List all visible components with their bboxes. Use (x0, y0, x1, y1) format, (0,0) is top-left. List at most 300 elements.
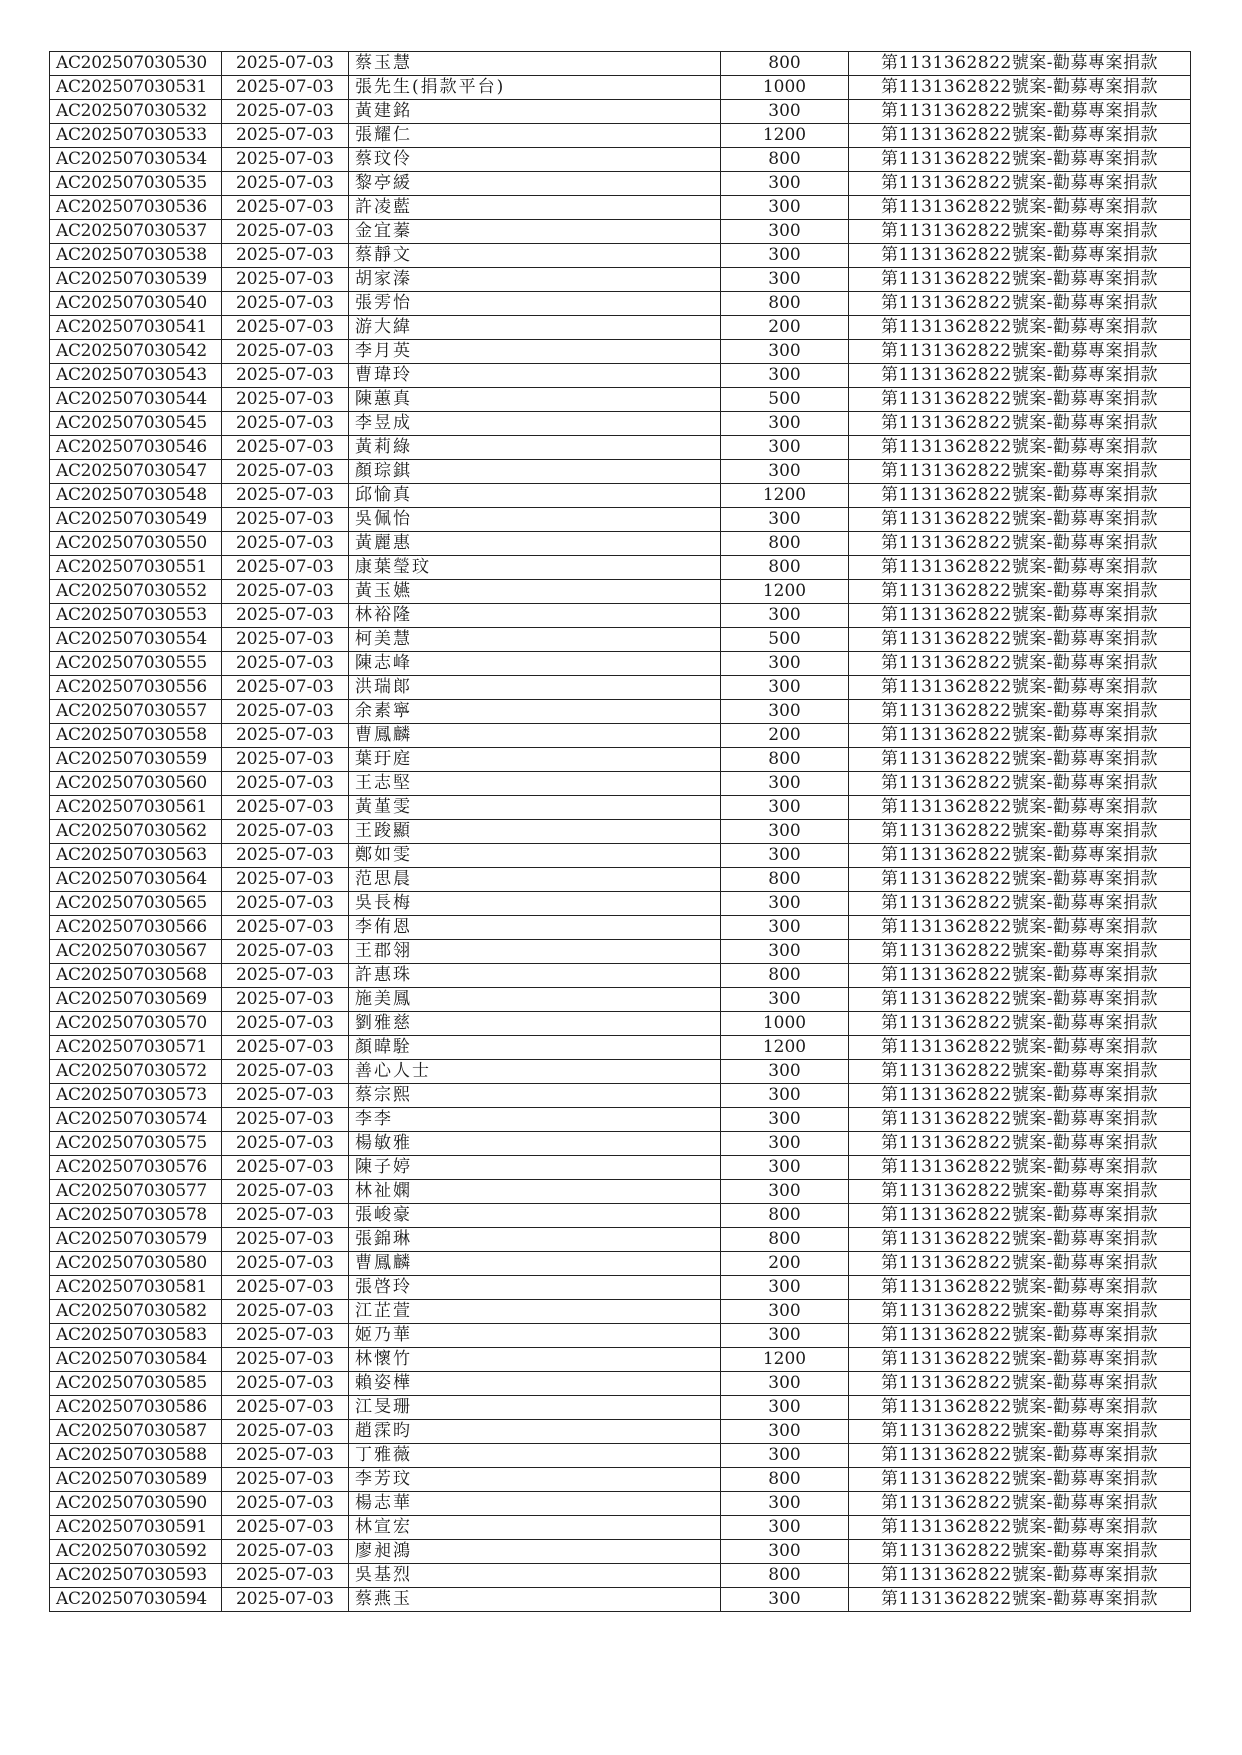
receipt-id-cell: AC202507030557 (50, 700, 222, 724)
table-row (50, 1012, 1191, 1036)
receipt-id-cell: AC202507030550 (50, 532, 222, 556)
note-cell: 第1131362822號案-勸募專案捐款 (849, 124, 1191, 148)
note-cell: 第1131362822號案-勸募專案捐款 (849, 652, 1191, 676)
note-cell: 第1131362822號案-勸募專案捐款 (849, 1444, 1191, 1468)
table-row (50, 892, 1191, 916)
table-row (50, 1252, 1191, 1276)
date-cell: 2025-07-03 (222, 1324, 349, 1348)
note-cell: 第1131362822號案-勸募專案捐款 (849, 196, 1191, 220)
donor-name-cell: 施美鳳 (349, 988, 721, 1012)
date-cell: 2025-07-03 (222, 124, 349, 148)
amount-cell: 300 (721, 268, 849, 292)
table-row (50, 124, 1191, 148)
date-cell: 2025-07-03 (222, 52, 349, 76)
donor-name-cell: 洪瑞郞 (349, 676, 721, 700)
note-cell: 第1131362822號案-勸募專案捐款 (849, 1396, 1191, 1420)
note-cell: 第1131362822號案-勸募專案捐款 (849, 844, 1191, 868)
amount-cell: 300 (721, 676, 849, 700)
donor-name-cell: 金宜蓁 (349, 220, 721, 244)
date-cell: 2025-07-03 (222, 100, 349, 124)
amount-cell: 800 (721, 1468, 849, 1492)
table-row (50, 1540, 1191, 1564)
donor-name-cell: 蔡燕玉 (349, 1588, 721, 1612)
table-row (50, 412, 1191, 436)
amount-cell: 300 (721, 364, 849, 388)
amount-cell: 1200 (721, 484, 849, 508)
note-cell: 第1131362822號案-勸募專案捐款 (849, 628, 1191, 652)
date-cell: 2025-07-03 (222, 1372, 349, 1396)
table-row (50, 556, 1191, 580)
date-cell: 2025-07-03 (222, 964, 349, 988)
donor-name-cell: 黎亭緩 (349, 172, 721, 196)
table-row (50, 76, 1191, 100)
ledger-body (50, 52, 1191, 1612)
date-cell: 2025-07-03 (222, 436, 349, 460)
table-row (50, 724, 1191, 748)
receipt-id-cell: AC202507030576 (50, 1156, 222, 1180)
date-cell: 2025-07-03 (222, 748, 349, 772)
date-cell: 2025-07-03 (222, 1228, 349, 1252)
date-cell: 2025-07-03 (222, 1108, 349, 1132)
date-cell: 2025-07-03 (222, 580, 349, 604)
note-cell: 第1131362822號案-勸募專案捐款 (849, 892, 1191, 916)
note-cell: 第1131362822號案-勸募專案捐款 (849, 1132, 1191, 1156)
amount-cell: 300 (721, 1180, 849, 1204)
note-cell: 第1131362822號案-勸募專案捐款 (849, 796, 1191, 820)
donor-name-cell: 吳佩怡 (349, 508, 721, 532)
note-cell: 第1131362822號案-勸募專案捐款 (849, 412, 1191, 436)
date-cell: 2025-07-03 (222, 460, 349, 484)
amount-cell: 300 (721, 196, 849, 220)
note-cell: 第1131362822號案-勸募專案捐款 (849, 52, 1191, 76)
table-row (50, 652, 1191, 676)
table-row (50, 316, 1191, 340)
amount-cell: 800 (721, 1228, 849, 1252)
table-row (50, 244, 1191, 268)
donor-name-cell: 張錦琳 (349, 1228, 721, 1252)
date-cell: 2025-07-03 (222, 652, 349, 676)
note-cell: 第1131362822號案-勸募專案捐款 (849, 820, 1191, 844)
table-row (50, 196, 1191, 220)
date-cell: 2025-07-03 (222, 1588, 349, 1612)
table-row (50, 988, 1191, 1012)
receipt-id-cell: AC202507030573 (50, 1084, 222, 1108)
receipt-id-cell: AC202507030566 (50, 916, 222, 940)
table-row (50, 388, 1191, 412)
donor-name-cell: 蔡玉慧 (349, 52, 721, 76)
receipt-id-cell: AC202507030565 (50, 892, 222, 916)
amount-cell: 300 (721, 796, 849, 820)
receipt-id-cell: AC202507030539 (50, 268, 222, 292)
receipt-id-cell: AC202507030589 (50, 1468, 222, 1492)
table-row (50, 1444, 1191, 1468)
receipt-id-cell: AC202507030548 (50, 484, 222, 508)
amount-cell: 300 (721, 1156, 849, 1180)
donor-name-cell: 顏琮錤 (349, 460, 721, 484)
amount-cell: 300 (721, 1492, 849, 1516)
receipt-id-cell: AC202507030579 (50, 1228, 222, 1252)
date-cell: 2025-07-03 (222, 1180, 349, 1204)
donor-name-cell: 江旻珊 (349, 1396, 721, 1420)
amount-cell: 800 (721, 292, 849, 316)
table-row (50, 460, 1191, 484)
receipt-id-cell: AC202507030586 (50, 1396, 222, 1420)
amount-cell: 800 (721, 868, 849, 892)
receipt-id-cell: AC202507030563 (50, 844, 222, 868)
amount-cell: 800 (721, 748, 849, 772)
amount-cell: 200 (721, 1252, 849, 1276)
note-cell: 第1131362822號案-勸募專案捐款 (849, 484, 1191, 508)
receipt-id-cell: AC202507030562 (50, 820, 222, 844)
amount-cell: 1200 (721, 124, 849, 148)
table-row (50, 1324, 1191, 1348)
note-cell: 第1131362822號案-勸募專案捐款 (849, 1228, 1191, 1252)
date-cell: 2025-07-03 (222, 1444, 349, 1468)
donor-name-cell: 林宣宏 (349, 1516, 721, 1540)
note-cell: 第1131362822號案-勸募專案捐款 (849, 1516, 1191, 1540)
amount-cell: 300 (721, 460, 849, 484)
receipt-id-cell: AC202507030553 (50, 604, 222, 628)
amount-cell: 300 (721, 1444, 849, 1468)
date-cell: 2025-07-03 (222, 1252, 349, 1276)
date-cell: 2025-07-03 (222, 220, 349, 244)
amount-cell: 300 (721, 436, 849, 460)
date-cell: 2025-07-03 (222, 172, 349, 196)
receipt-id-cell: AC202507030590 (50, 1492, 222, 1516)
receipt-id-cell: AC202507030537 (50, 220, 222, 244)
receipt-id-cell: AC202507030549 (50, 508, 222, 532)
date-cell: 2025-07-03 (222, 364, 349, 388)
amount-cell: 300 (721, 220, 849, 244)
receipt-id-cell: AC202507030567 (50, 940, 222, 964)
note-cell: 第1131362822號案-勸募專案捐款 (849, 1084, 1191, 1108)
donor-name-cell: 邱愉真 (349, 484, 721, 508)
amount-cell: 800 (721, 1564, 849, 1588)
receipt-id-cell: AC202507030588 (50, 1444, 222, 1468)
date-cell: 2025-07-03 (222, 484, 349, 508)
receipt-id-cell: AC202507030561 (50, 796, 222, 820)
date-cell: 2025-07-03 (222, 1420, 349, 1444)
note-cell: 第1131362822號案-勸募專案捐款 (849, 436, 1191, 460)
amount-cell: 200 (721, 316, 849, 340)
donor-name-cell: 葉玗庭 (349, 748, 721, 772)
amount-cell: 300 (721, 940, 849, 964)
receipt-id-cell: AC202507030554 (50, 628, 222, 652)
donor-name-cell: 賴姿樺 (349, 1372, 721, 1396)
amount-cell: 500 (721, 388, 849, 412)
donor-name-cell: 廖昶鴻 (349, 1540, 721, 1564)
amount-cell: 300 (721, 412, 849, 436)
table-row (50, 340, 1191, 364)
table-row (50, 436, 1191, 460)
date-cell: 2025-07-03 (222, 772, 349, 796)
donor-name-cell: 曹鳳麟 (349, 724, 721, 748)
date-cell: 2025-07-03 (222, 1516, 349, 1540)
date-cell: 2025-07-03 (222, 556, 349, 580)
receipt-id-cell: AC202507030580 (50, 1252, 222, 1276)
receipt-id-cell: AC202507030582 (50, 1300, 222, 1324)
note-cell: 第1131362822號案-勸募專案捐款 (849, 316, 1191, 340)
donor-name-cell: 許惠珠 (349, 964, 721, 988)
amount-cell: 800 (721, 52, 849, 76)
amount-cell: 300 (721, 844, 849, 868)
amount-cell: 800 (721, 148, 849, 172)
donor-name-cell: 陳蕙真 (349, 388, 721, 412)
donor-name-cell: 林裕隆 (349, 604, 721, 628)
receipt-id-cell: AC202507030543 (50, 364, 222, 388)
amount-cell: 300 (721, 772, 849, 796)
donor-name-cell: 黃玉嬿 (349, 580, 721, 604)
table-row (50, 1492, 1191, 1516)
date-cell: 2025-07-03 (222, 1156, 349, 1180)
date-cell: 2025-07-03 (222, 700, 349, 724)
receipt-id-cell: AC202507030571 (50, 1036, 222, 1060)
donor-name-cell: 丁雅薇 (349, 1444, 721, 1468)
amount-cell: 300 (721, 988, 849, 1012)
receipt-id-cell: AC202507030585 (50, 1372, 222, 1396)
receipt-id-cell: AC202507030547 (50, 460, 222, 484)
date-cell: 2025-07-03 (222, 1132, 349, 1156)
table-row (50, 820, 1191, 844)
donor-name-cell: 胡家溱 (349, 268, 721, 292)
note-cell: 第1131362822號案-勸募專案捐款 (849, 1036, 1191, 1060)
date-cell: 2025-07-03 (222, 676, 349, 700)
donor-name-cell: 善心人士 (349, 1060, 721, 1084)
amount-cell: 1000 (721, 1012, 849, 1036)
receipt-id-cell: AC202507030572 (50, 1060, 222, 1084)
amount-cell: 300 (721, 1108, 849, 1132)
date-cell: 2025-07-03 (222, 148, 349, 172)
note-cell: 第1131362822號案-勸募專案捐款 (849, 1372, 1191, 1396)
date-cell: 2025-07-03 (222, 628, 349, 652)
donor-name-cell: 李侑恩 (349, 916, 721, 940)
donor-name-cell: 黃莉綠 (349, 436, 721, 460)
donor-name-cell: 張啓玲 (349, 1276, 721, 1300)
table-row (50, 1180, 1191, 1204)
table-row (50, 364, 1191, 388)
amount-cell: 300 (721, 604, 849, 628)
date-cell: 2025-07-03 (222, 1012, 349, 1036)
date-cell: 2025-07-03 (222, 1468, 349, 1492)
note-cell: 第1131362822號案-勸募專案捐款 (849, 1324, 1191, 1348)
amount-cell: 1200 (721, 1036, 849, 1060)
amount-cell: 300 (721, 1300, 849, 1324)
note-cell: 第1131362822號案-勸募專案捐款 (849, 1420, 1191, 1444)
donor-name-cell: 姬乃華 (349, 1324, 721, 1348)
date-cell: 2025-07-03 (222, 892, 349, 916)
donor-name-cell: 李李 (349, 1108, 721, 1132)
receipt-id-cell: AC202507030558 (50, 724, 222, 748)
donation-ledger-table (49, 51, 1191, 1612)
table-row (50, 1420, 1191, 1444)
donor-name-cell: 楊志華 (349, 1492, 721, 1516)
receipt-id-cell: AC202507030530 (50, 52, 222, 76)
date-cell: 2025-07-03 (222, 412, 349, 436)
date-cell: 2025-07-03 (222, 844, 349, 868)
table-row (50, 700, 1191, 724)
note-cell: 第1131362822號案-勸募專案捐款 (849, 460, 1191, 484)
note-cell: 第1131362822號案-勸募專案捐款 (849, 268, 1191, 292)
receipt-id-cell: AC202507030551 (50, 556, 222, 580)
amount-cell: 1200 (721, 580, 849, 604)
receipt-id-cell: AC202507030555 (50, 652, 222, 676)
donor-name-cell: 楊敏雅 (349, 1132, 721, 1156)
donor-name-cell: 劉雅慈 (349, 1012, 721, 1036)
date-cell: 2025-07-03 (222, 1204, 349, 1228)
amount-cell: 300 (721, 340, 849, 364)
table-row (50, 916, 1191, 940)
donor-name-cell: 陳子婷 (349, 1156, 721, 1180)
receipt-id-cell: AC202507030535 (50, 172, 222, 196)
date-cell: 2025-07-03 (222, 76, 349, 100)
amount-cell: 300 (721, 1588, 849, 1612)
note-cell: 第1131362822號案-勸募專案捐款 (849, 1108, 1191, 1132)
amount-cell: 300 (721, 652, 849, 676)
date-cell: 2025-07-03 (222, 916, 349, 940)
receipt-id-cell: AC202507030591 (50, 1516, 222, 1540)
note-cell: 第1131362822號案-勸募專案捐款 (849, 364, 1191, 388)
amount-cell: 300 (721, 916, 849, 940)
date-cell: 2025-07-03 (222, 268, 349, 292)
date-cell: 2025-07-03 (222, 1060, 349, 1084)
note-cell: 第1131362822號案-勸募專案捐款 (849, 556, 1191, 580)
amount-cell: 300 (721, 1396, 849, 1420)
table-row (50, 1516, 1191, 1540)
note-cell: 第1131362822號案-勸募專案捐款 (849, 868, 1191, 892)
receipt-id-cell: AC202507030575 (50, 1132, 222, 1156)
table-row (50, 1036, 1191, 1060)
receipt-id-cell: AC202507030578 (50, 1204, 222, 1228)
receipt-id-cell: AC202507030540 (50, 292, 222, 316)
table-row (50, 964, 1191, 988)
receipt-id-cell: AC202507030577 (50, 1180, 222, 1204)
note-cell: 第1131362822號案-勸募專案捐款 (849, 1156, 1191, 1180)
date-cell: 2025-07-03 (222, 1540, 349, 1564)
receipt-id-cell: AC202507030544 (50, 388, 222, 412)
receipt-id-cell: AC202507030574 (50, 1108, 222, 1132)
date-cell: 2025-07-03 (222, 196, 349, 220)
table-row (50, 52, 1191, 76)
donor-name-cell: 林祉嫻 (349, 1180, 721, 1204)
date-cell: 2025-07-03 (222, 1300, 349, 1324)
receipt-id-cell: AC202507030532 (50, 100, 222, 124)
table-row (50, 1276, 1191, 1300)
date-cell: 2025-07-03 (222, 244, 349, 268)
table-row (50, 484, 1191, 508)
amount-cell: 300 (721, 1084, 849, 1108)
receipt-id-cell: AC202507030581 (50, 1276, 222, 1300)
note-cell: 第1131362822號案-勸募專案捐款 (849, 988, 1191, 1012)
note-cell: 第1131362822號案-勸募專案捐款 (849, 700, 1191, 724)
note-cell: 第1131362822號案-勸募專案捐款 (849, 964, 1191, 988)
donor-name-cell: 黃建銘 (349, 100, 721, 124)
table-row (50, 1228, 1191, 1252)
receipt-id-cell: AC202507030592 (50, 1540, 222, 1564)
amount-cell: 800 (721, 1204, 849, 1228)
donor-name-cell: 蔡宗熙 (349, 1084, 721, 1108)
table-row (50, 676, 1191, 700)
table-row (50, 1084, 1191, 1108)
date-cell: 2025-07-03 (222, 340, 349, 364)
donor-name-cell: 柯美慧 (349, 628, 721, 652)
donor-name-cell: 王郡翎 (349, 940, 721, 964)
amount-cell: 800 (721, 556, 849, 580)
donor-name-cell: 李月英 (349, 340, 721, 364)
amount-cell: 300 (721, 1540, 849, 1564)
note-cell: 第1131362822號案-勸募專案捐款 (849, 772, 1191, 796)
amount-cell: 300 (721, 1420, 849, 1444)
date-cell: 2025-07-03 (222, 316, 349, 340)
table-row (50, 148, 1191, 172)
amount-cell: 1000 (721, 76, 849, 100)
note-cell: 第1131362822號案-勸募專案捐款 (849, 1588, 1191, 1612)
table-row (50, 1132, 1191, 1156)
note-cell: 第1131362822號案-勸募專案捐款 (849, 1204, 1191, 1228)
table-row (50, 220, 1191, 244)
donor-name-cell: 許凌藍 (349, 196, 721, 220)
table-row (50, 1588, 1191, 1612)
note-cell: 第1131362822號案-勸募專案捐款 (849, 1012, 1191, 1036)
table-row (50, 796, 1191, 820)
note-cell: 第1131362822號案-勸募專案捐款 (849, 1252, 1191, 1276)
table-row (50, 1156, 1191, 1180)
note-cell: 第1131362822號案-勸募專案捐款 (849, 244, 1191, 268)
note-cell: 第1131362822號案-勸募專案捐款 (849, 604, 1191, 628)
table-row (50, 1108, 1191, 1132)
amount-cell: 300 (721, 1060, 849, 1084)
receipt-id-cell: AC202507030542 (50, 340, 222, 364)
table-row (50, 628, 1191, 652)
amount-cell: 300 (721, 1132, 849, 1156)
receipt-id-cell: AC202507030593 (50, 1564, 222, 1588)
note-cell: 第1131362822號案-勸募專案捐款 (849, 580, 1191, 604)
note-cell: 第1131362822號案-勸募專案捐款 (849, 220, 1191, 244)
amount-cell: 300 (721, 700, 849, 724)
date-cell: 2025-07-03 (222, 796, 349, 820)
note-cell: 第1131362822號案-勸募專案捐款 (849, 676, 1191, 700)
date-cell: 2025-07-03 (222, 1564, 349, 1588)
note-cell: 第1131362822號案-勸募專案捐款 (849, 940, 1191, 964)
donor-name-cell: 江芷萱 (349, 1300, 721, 1324)
table-row (50, 292, 1191, 316)
table-row (50, 1564, 1191, 1588)
table-row (50, 868, 1191, 892)
note-cell: 第1131362822號案-勸募專案捐款 (849, 292, 1191, 316)
receipt-id-cell: AC202507030560 (50, 772, 222, 796)
table-row (50, 748, 1191, 772)
table-row (50, 844, 1191, 868)
donor-name-cell: 林懷竹 (349, 1348, 721, 1372)
amount-cell: 300 (721, 892, 849, 916)
receipt-id-cell: AC202507030584 (50, 1348, 222, 1372)
date-cell: 2025-07-03 (222, 724, 349, 748)
receipt-id-cell: AC202507030536 (50, 196, 222, 220)
note-cell: 第1131362822號案-勸募專案捐款 (849, 100, 1191, 124)
receipt-id-cell: AC202507030587 (50, 1420, 222, 1444)
note-cell: 第1131362822號案-勸募專案捐款 (849, 748, 1191, 772)
date-cell: 2025-07-03 (222, 1492, 349, 1516)
receipt-id-cell: AC202507030534 (50, 148, 222, 172)
table-row (50, 1204, 1191, 1228)
receipt-id-cell: AC202507030538 (50, 244, 222, 268)
note-cell: 第1131362822號案-勸募專案捐款 (849, 916, 1191, 940)
amount-cell: 800 (721, 964, 849, 988)
amount-cell: 300 (721, 508, 849, 532)
date-cell: 2025-07-03 (222, 1396, 349, 1420)
donor-name-cell: 張先生(捐款平台) (349, 76, 721, 100)
table-row (50, 1468, 1191, 1492)
date-cell: 2025-07-03 (222, 988, 349, 1012)
